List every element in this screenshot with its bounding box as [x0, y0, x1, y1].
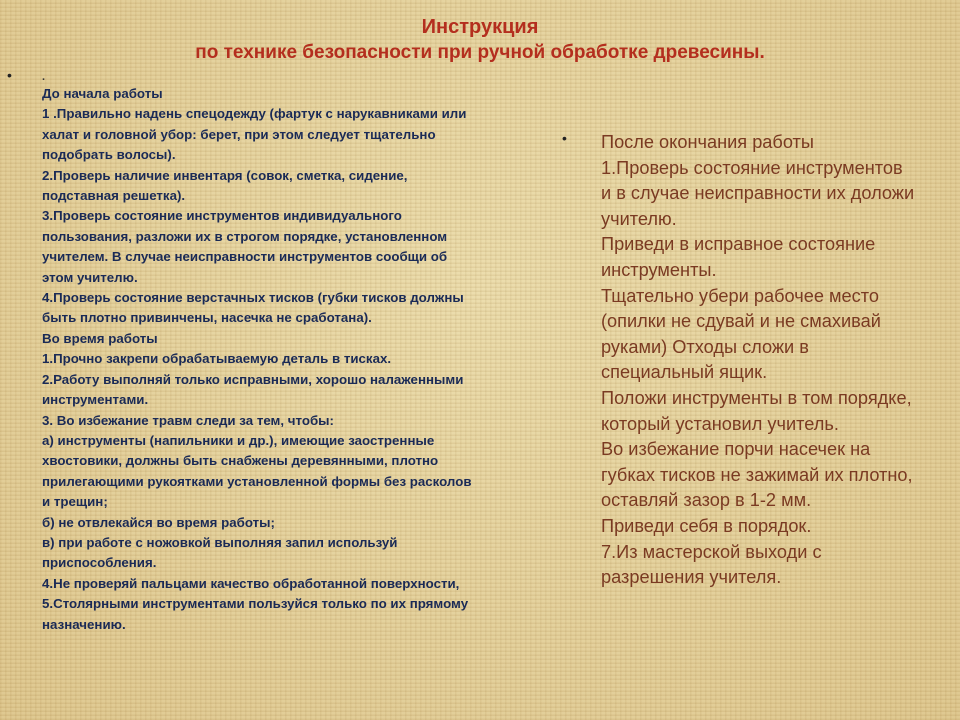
left-line: быть плотно привинчены, насечка не сработана).: [42, 310, 372, 326]
right-line: руками) Отходы сложи в: [601, 336, 809, 357]
right-line: учителю.: [601, 208, 677, 229]
left-line: инструментами.: [42, 392, 149, 408]
left-line: 2.Работу выполняй только исправными, хорошо налаженными: [42, 371, 464, 387]
left-line: и трещин;: [42, 494, 108, 510]
right-line: Во избежание порчи насечек на: [601, 439, 871, 460]
left-line: хвостовики, должны быть снабжены деревянными, плотно: [42, 453, 439, 469]
left-line: 1 .Правильно надень спецодежду (фартук с нарукавниками или: [42, 106, 467, 122]
right-line: инструменты.: [601, 259, 717, 280]
left-line: подобрать волосы).: [42, 147, 176, 163]
left-column-marker: .: [42, 71, 46, 83]
right-line: и в случае неисправности их доложи: [601, 183, 915, 204]
right-line: 1.Проверь состояние инструментов: [601, 157, 903, 178]
right-line: Приведи в исправное состояние: [601, 234, 876, 255]
left-line: Во время работы: [42, 330, 158, 346]
right-line: губках тисков не зажимай их плотно,: [601, 464, 913, 485]
left-column-instructions: [42, 70, 590, 635]
left-line: в) при работе с ножовкой выполняя запил используй: [42, 534, 398, 550]
right-line: оставляй зазор в 1-2 мм.: [601, 490, 812, 511]
left-line: пользования, разложи их в строгом порядке, установленном: [42, 228, 448, 244]
right-line: разрешения учителя.: [601, 567, 782, 588]
left-line: подставная решетка).: [42, 188, 186, 204]
left-line: приспособления.: [42, 555, 157, 571]
right-line: Тщательно убери рабочее место: [601, 285, 879, 306]
left-line: 4.Не проверяй пальцами качество обработанной поверхности,: [42, 575, 460, 591]
bullet-left-icon: •: [7, 67, 12, 83]
left-line: 1.Прочно закрепи обрабатываемую деталь в тисках.: [42, 351, 392, 367]
left-line: б) не отвлекайся во время работы;: [42, 514, 275, 530]
left-line: 4.Проверь состояние верстачных тисков (губки тисков должны: [42, 290, 464, 306]
left-line: 5.Столярными инструментами пользуйся только по их прямому: [42, 596, 469, 612]
left-line: этом учителю.: [42, 269, 138, 285]
document-title: [0, 14, 960, 66]
left-line: прилегающими рукоятками установленной формы без расколов: [42, 473, 472, 489]
left-line: До начала работы: [42, 86, 163, 101]
right-line: После окончания работы: [601, 132, 814, 152]
left-line: 2.Проверь наличие инвентаря (совок, сметка, сидение,: [42, 167, 408, 183]
left-line: учителем. В случае неисправности инструментов сообщи об: [42, 249, 448, 265]
right-line: специальный ящик.: [601, 362, 768, 383]
left-line: назначению.: [42, 616, 126, 632]
right-line: Положи инструменты в том порядке,: [601, 387, 912, 408]
right-line: (опилки не сдувай и не смахивай: [601, 311, 881, 332]
left-line: халат и головной убор: берет, при этом следует тщательно: [42, 126, 436, 142]
title-line-2: по технике безопасности при ручной обработке древесины.: [195, 42, 765, 63]
left-line: а) инструменты (напильники и др.), имеющие заостренные: [42, 432, 435, 448]
right-line: 7.Из мастерской выходи с: [601, 541, 822, 562]
left-line: 3.Проверь состояние инструментов индивидуального: [42, 208, 402, 224]
title-line-1: Инструкция: [421, 16, 539, 38]
left-line: 3. Во избежание травм следи за тем, чтобы:: [42, 412, 334, 428]
right-line: Приведи себя в порядок.: [601, 515, 812, 536]
right-line: который установил учитель.: [601, 413, 839, 434]
right-column-instructions: [601, 130, 960, 591]
bullet-right-icon: •: [562, 130, 567, 146]
